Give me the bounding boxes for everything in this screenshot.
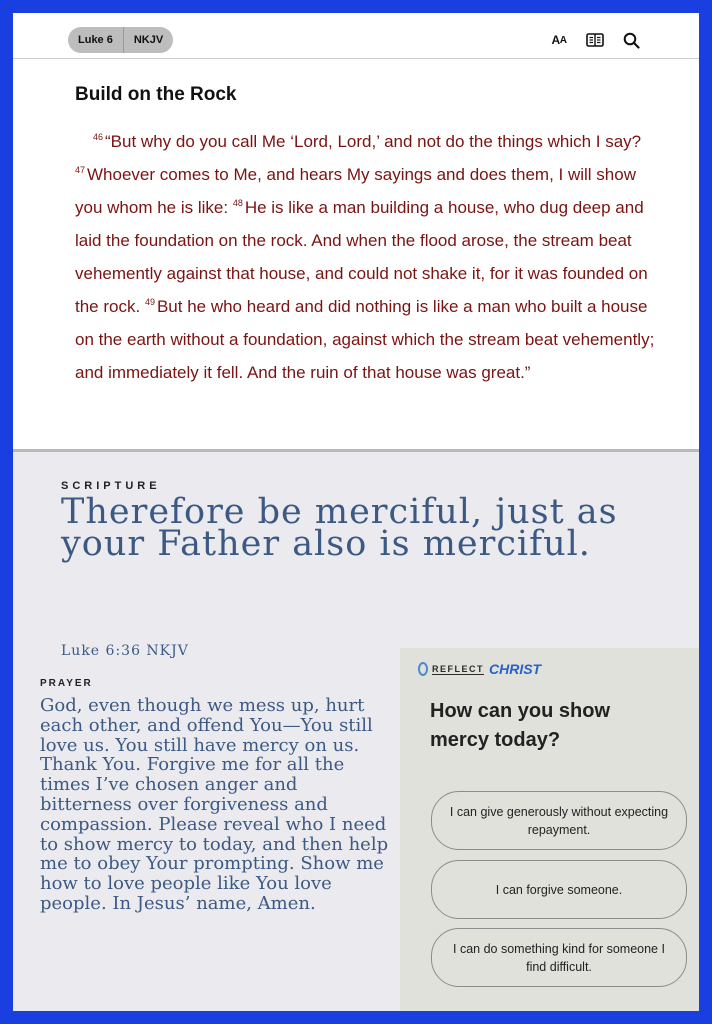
reader-header <box>13 13 699 59</box>
option-kind-difficult[interactable]: I can do something kind for someone I find difficult. <box>431 928 687 987</box>
logo-christ-text: CHRIST <box>489 661 542 677</box>
text-size-small: A <box>559 34 567 46</box>
search-icon[interactable] <box>621 30 641 50</box>
logo-reflect-text: REFLECT <box>432 663 484 674</box>
scripture-reader <box>13 59 699 449</box>
reflect-panel <box>400 648 699 1011</box>
header-actions <box>549 30 641 50</box>
verse-number: 47 <box>75 165 86 176</box>
version-button[interactable]: NKJV <box>123 27 173 53</box>
scripture-quote: Therefore be merciful, just as your Father also is merciful. <box>61 492 618 564</box>
scripture-reference: Luke 6:36 NKJV <box>61 643 189 659</box>
text-size-icon[interactable] <box>549 30 569 50</box>
text-size-big: A <box>551 33 560 47</box>
option-give-generously[interactable]: I can give generously without expecting repayment. <box>431 791 687 850</box>
app-frame <box>13 13 699 1011</box>
verse-passage <box>75 125 655 389</box>
option-forgive-someone[interactable]: I can forgive someone. <box>431 860 687 919</box>
devotional-card <box>13 449 699 1011</box>
chapter-version-selector <box>68 27 173 53</box>
prayer-label: PRAYER <box>40 678 93 689</box>
verse-number: 49 <box>144 297 155 308</box>
verse-number: 48 <box>232 198 243 209</box>
reflect-question: How can you show mercy today? <box>430 700 611 751</box>
reflect-christ-logo <box>418 661 541 677</box>
logo-ring-icon <box>418 662 428 676</box>
scripture-label: SCRIPTURE <box>61 480 161 492</box>
verse-text[interactable]: Whoever comes to Me, and hears My sayings and does them, I will show you whom he is like: <box>75 165 636 217</box>
verse-text[interactable]: “But why do you call Me ‘Lord, Lord,’ and not do the things which I say? <box>105 132 642 151</box>
verse-text[interactable]: But he who heard and did nothing is like a man who built a house on the earth without a foundation, against which the stream beat vehemently; and immediately it fell. And the ruin of that house was great.” <box>75 297 655 382</box>
chapter-button[interactable]: Luke 6 <box>78 34 113 46</box>
verse-number: 46 <box>93 132 104 143</box>
verse-text[interactable]: He is like a man building a house, who dug deep and laid the foundation on the rock. And when the flood arose, the stream beat vehemently against that house, and could not shake it, for it was founded on the rock. <box>75 198 648 316</box>
section-heading: Build on the Rock <box>75 84 237 105</box>
book-icon[interactable] <box>585 30 605 50</box>
prayer-text: God, even though we mess up, hurt each other, and offend You—You still love us. You still have mercy on us. Thank You. Forgive me for all the times I’ve chosen anger and bitterness over forgiveness and compassion. Please reveal who I need to show mercy to today, and then help me to obey Your prompting. Show me how to love people like You love people. In Jesus’ name, Amen. <box>40 695 389 914</box>
